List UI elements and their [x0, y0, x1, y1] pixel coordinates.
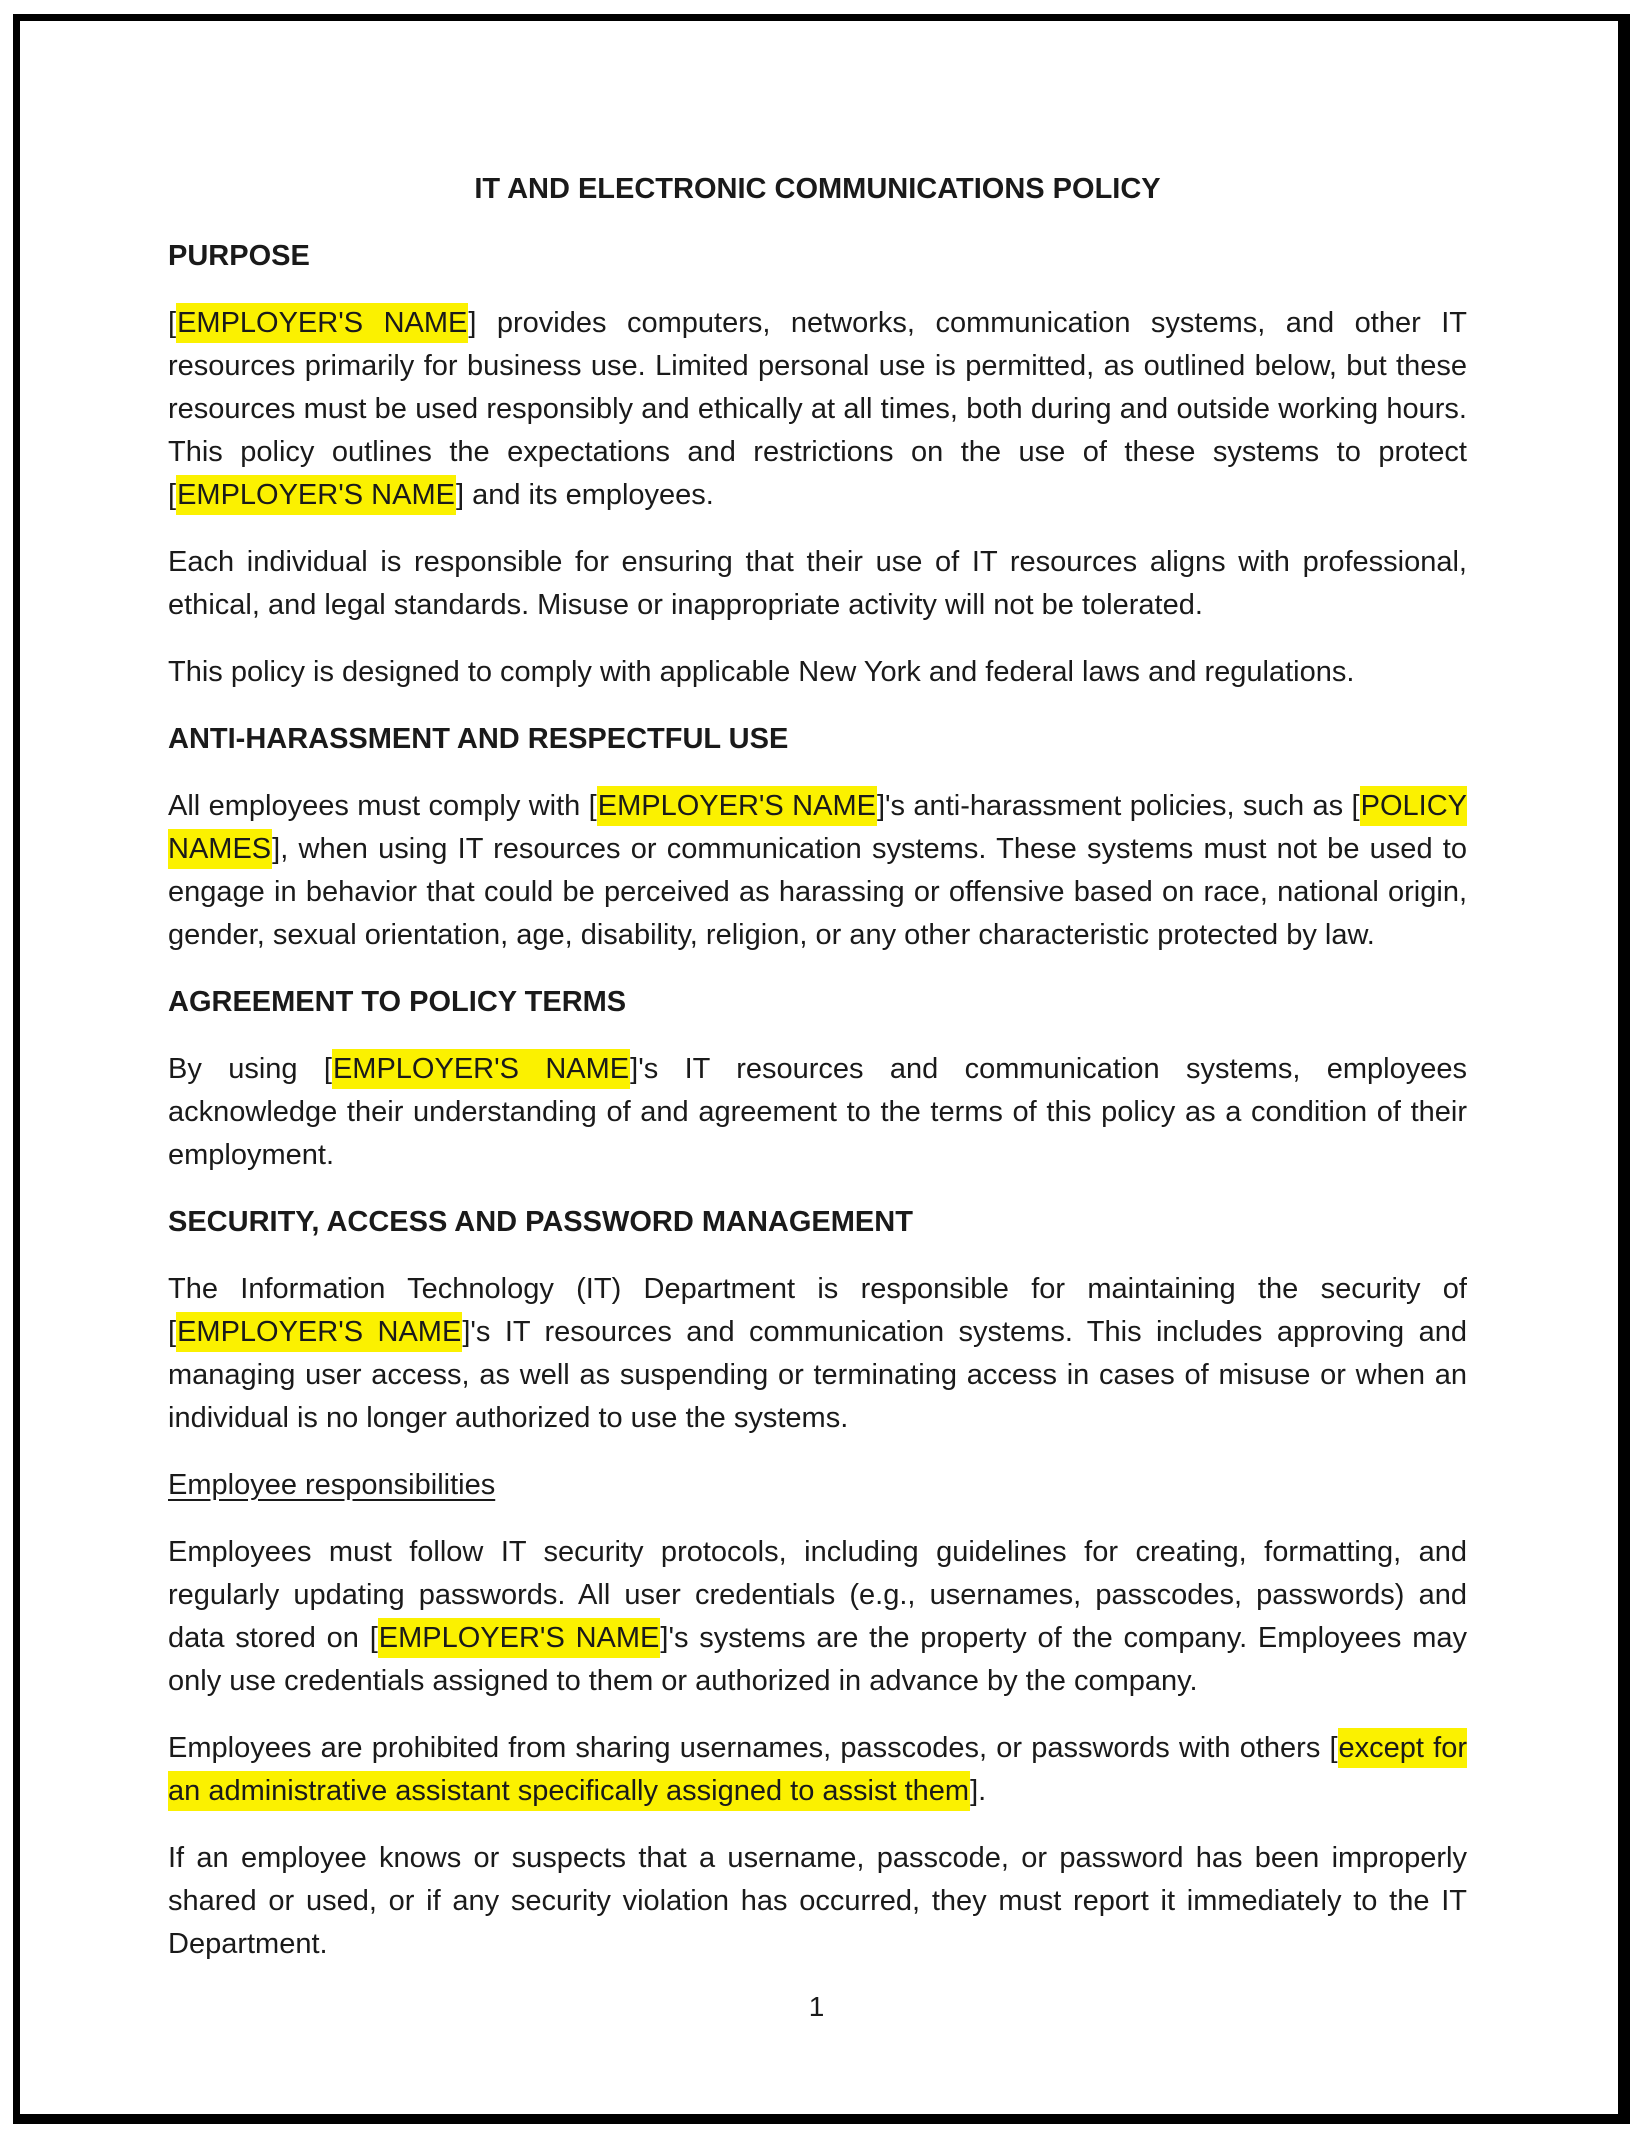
text-segment: ], when using IT resources or communication systems. These systems must not be used to engage in behavior that could be perceived as harassing or offensive based on race, national origin, gender, sexual orientation, age, disability, religion, or any other characteristic protected by law. [168, 833, 1467, 951]
section-heading [168, 1201, 1467, 1244]
text-segment: Each individual is responsible for ensuring that their use of IT resources aligns with professional, ethical, and legal standards. Misuse or inappropriate activity will not be tolerated. [168, 546, 1467, 621]
paragraph [168, 651, 1467, 694]
highlighted-text: EMPLOYER'S NAME [378, 1618, 661, 1658]
paragraph [168, 541, 1467, 627]
text-segment: [ [168, 307, 177, 339]
text-segment: ]'s systems are the property of the company. Employees may only use credentials assigned to them or authorized in advance by the company. [168, 1622, 1467, 1697]
text-segment: AGREEMENT TO POLICY TERMS [168, 986, 627, 1018]
paragraph [168, 302, 1467, 517]
paragraph [168, 1837, 1467, 1966]
text-segment: ] provides computers, networks, communication systems, and other IT resources primarily for business use. Limited personal use is permitted, as outlined below, but these resources must be used responsibly and ethically at all times, both during and outside working hours. This policy outlines the expectations and restrictions on the use of these systems to protect [ [168, 307, 1467, 511]
text-segment: Employees must follow IT security protocols, including guidelines for creating, formatting, and regularly updating passwords. All user credentials (e.g., usernames, passcodes, passwords) and data stored on [ [168, 1536, 1467, 1654]
highlighted-text: POLICY NAMES [168, 786, 1467, 869]
text-segment: SECURITY, ACCESS AND PASSWORD MANAGEMENT [168, 1206, 913, 1238]
paragraph [168, 785, 1467, 957]
text-segment: ]'s IT resources and communication systems, employees acknowledge their understanding of and agreement to the terms of this policy as a condition of their employment. [168, 1053, 1467, 1171]
section-heading [168, 981, 1467, 1024]
document-body [168, 168, 1467, 1990]
text-segment: This policy is designed to comply with applicable New York and federal laws and regulations. [168, 656, 1355, 688]
highlighted-text: EMPLOYER'S NAME [597, 786, 877, 826]
text-segment: All employees must comply with [ [168, 790, 597, 822]
text-segment: Employee responsibilities [168, 1469, 496, 1501]
highlighted-text: EMPLOYER'S NAME [176, 475, 456, 515]
page-number: 1 [808, 1991, 825, 2022]
paragraph [168, 1531, 1467, 1703]
paragraph [168, 1727, 1467, 1813]
section-heading [168, 235, 1467, 278]
highlighted-text: EMPLOYER'S NAME [176, 303, 468, 343]
text-segment: ]'s IT resources and communication systems. This includes approving and managing user access, as well as suspending or terminating access in cases of misuse or when an individual is no longer authorized to use the systems. [168, 1316, 1467, 1434]
document-blocks [168, 235, 1467, 1966]
text-segment: ] and its employees. [455, 479, 714, 511]
paragraph [168, 1268, 1467, 1440]
text-segment: The Information Technology (IT) Department is responsible for maintaining the security of [ [168, 1273, 1467, 1348]
highlighted-text: EMPLOYER'S NAME [332, 1049, 630, 1089]
text-segment: PURPOSE [168, 240, 310, 272]
document-title: IT AND ELECTRONIC COMMUNICATIONS POLICY [474, 173, 1161, 205]
text-segment: ]. [970, 1775, 987, 1807]
text-segment: By using [ [168, 1053, 332, 1085]
text-segment: Employees are prohibited from sharing usernames, passcodes, or passwords with others [ [168, 1732, 1338, 1764]
text-segment: ANTI-HARASSMENT AND RESPECTFUL USE [168, 723, 789, 755]
highlighted-text: EMPLOYER'S NAME [176, 1312, 462, 1352]
subsection-heading [168, 1464, 1467, 1507]
highlighted-text: except for an administrative assistant specifically assigned to assist them [168, 1728, 1467, 1811]
paragraph [168, 1048, 1467, 1177]
text-segment: If an employee knows or suspects that a username, passcode, or password has been improperly shared or used, or if any security violation has occurred, they must report it immediately to the IT Department. [168, 1842, 1467, 1960]
section-heading [168, 718, 1467, 761]
text-segment: ]'s anti-harassment policies, such as [ [876, 790, 1360, 822]
